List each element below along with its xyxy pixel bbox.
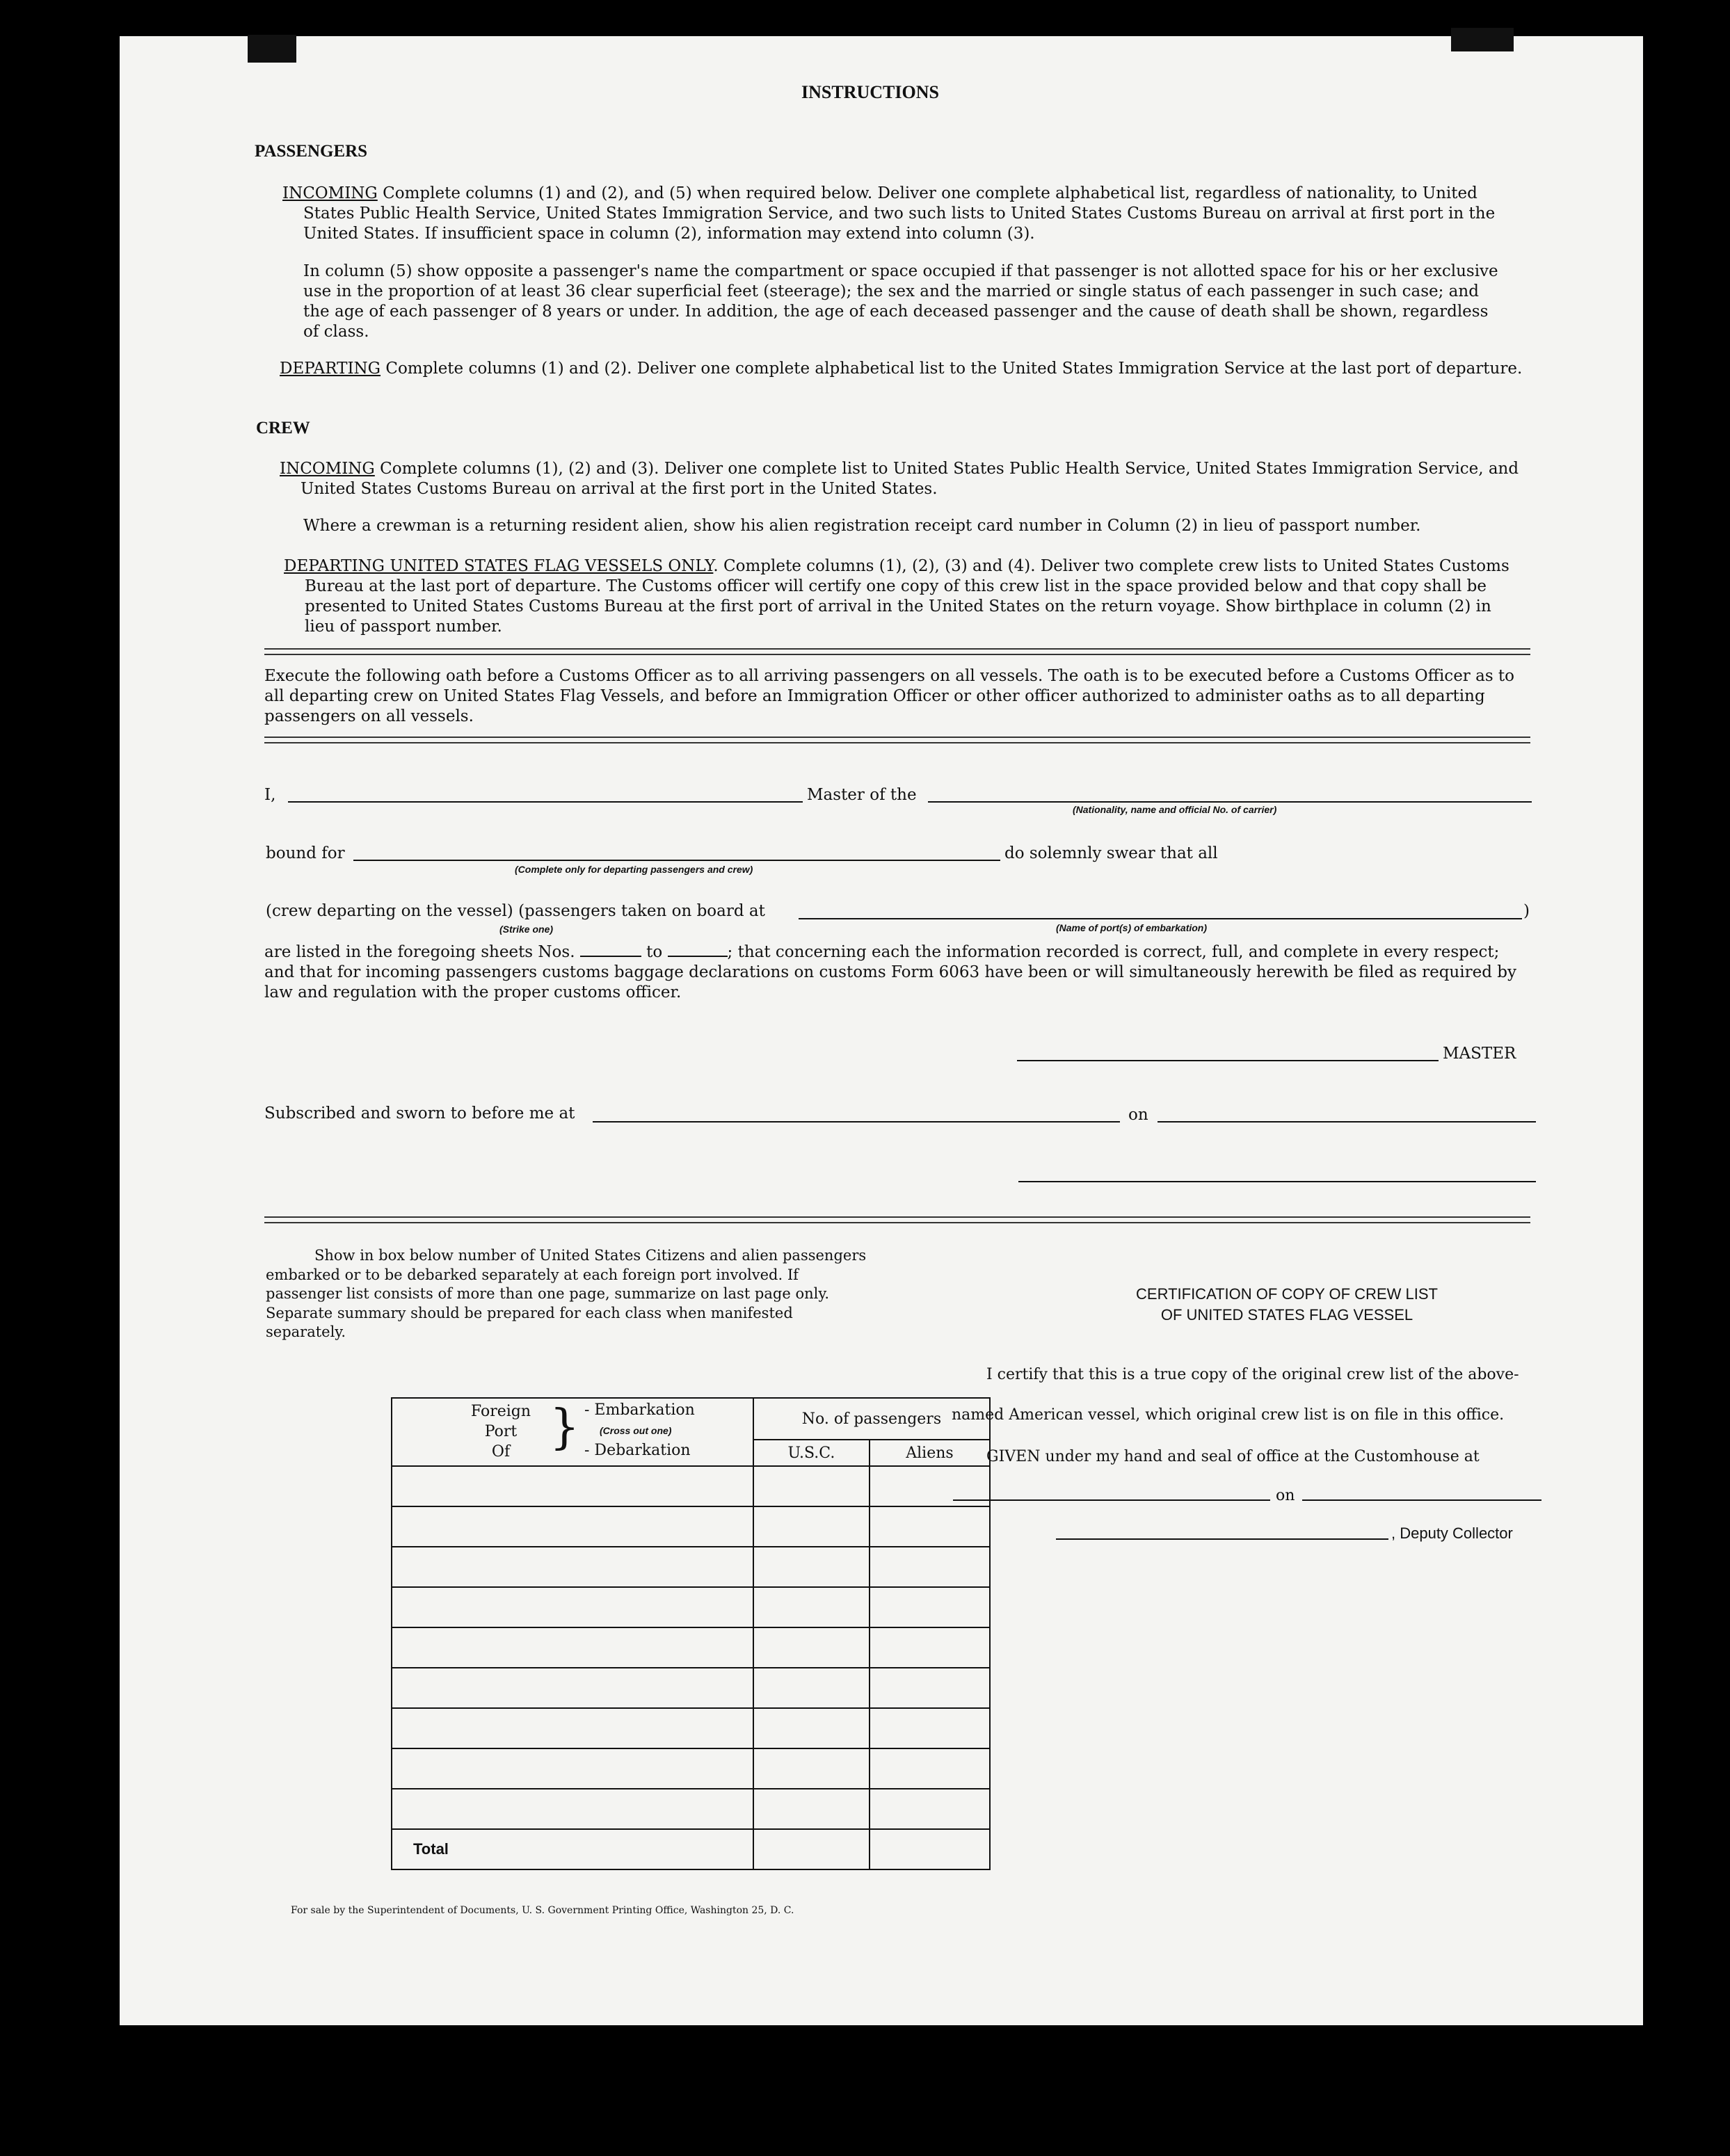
sheet-from-field[interactable] bbox=[580, 943, 641, 957]
listed-rest: ; that concerning each the information recorded is correct, full, and complete in every respect; and that for incoming passengers customs baggage declarations on customs Form 6063 have been or will simultaneously herewith be filed as required by law and regulation with the proper customs officer. bbox=[264, 943, 1516, 1001]
aliens-cell[interactable] bbox=[870, 1789, 990, 1829]
sworn-date-field[interactable] bbox=[1158, 1121, 1536, 1123]
usc-cell[interactable] bbox=[753, 1466, 870, 1506]
table-row bbox=[392, 1506, 990, 1547]
close-paren: ) bbox=[1523, 902, 1530, 920]
certification-line1: I certify that this is a true copy of the original crew list of the above- bbox=[986, 1366, 1519, 1383]
passengers-departing-label: DEPARTING bbox=[280, 360, 381, 378]
table-row bbox=[392, 1789, 990, 1829]
crew-incoming-text: Complete columns (1), (2) and (3). Deliver one complete list to United States Public Health Service, United States Immigration Service, and United States Customs Bureau on arrival at the first port in the United States. bbox=[301, 460, 1519, 498]
table-row bbox=[392, 1466, 990, 1506]
customhouse-field[interactable] bbox=[953, 1499, 1270, 1501]
passengers-heading: PASSENGERS bbox=[255, 142, 368, 161]
usc-cell[interactable] bbox=[753, 1587, 870, 1627]
passengers-departing-paragraph bbox=[280, 359, 1528, 379]
aliens-cell[interactable] bbox=[870, 1708, 990, 1748]
aliens-cell[interactable] bbox=[870, 1748, 990, 1789]
crew-incoming-label: INCOMING bbox=[280, 460, 375, 478]
port-cell[interactable] bbox=[392, 1627, 753, 1668]
certification-heading-line2: OF UNITED STATES FLAG VESSEL bbox=[1160, 1306, 1413, 1324]
crew-departing-label-line: (crew departing on the vessel) (passengers taken on board at bbox=[266, 902, 765, 920]
crew-departing-label: DEPARTING UNITED STATES FLAG VESSELS ONLY bbox=[284, 557, 714, 575]
document-page bbox=[120, 36, 1643, 2025]
port-field[interactable] bbox=[799, 918, 1522, 919]
sheet-to-field[interactable] bbox=[668, 943, 728, 957]
port-cell[interactable] bbox=[392, 1587, 753, 1627]
crew-resident-paragraph: Where a crewman is a returning resident alien, show his alien registration receipt card number in Column (2) in lieu of passport number. bbox=[303, 517, 1421, 535]
aliens-cell[interactable] bbox=[870, 1627, 990, 1668]
to-label: to bbox=[646, 943, 663, 961]
usc-cell[interactable] bbox=[753, 1668, 870, 1708]
usc-cell[interactable] bbox=[753, 1708, 870, 1748]
usc-total-cell[interactable] bbox=[753, 1829, 870, 1869]
table-row bbox=[392, 1547, 990, 1587]
usc-cell[interactable] bbox=[753, 1506, 870, 1547]
port-cell[interactable] bbox=[392, 1466, 753, 1506]
subscribed-label: Subscribed and sworn to before me at bbox=[264, 1104, 575, 1123]
usc-header: U.S.C. bbox=[753, 1440, 870, 1466]
carrier-hint: (Nationality, name and official No. of carrier) bbox=[1073, 804, 1277, 815]
table-row bbox=[392, 1587, 990, 1627]
port-cell[interactable] bbox=[392, 1668, 753, 1708]
summary-instructions: Show in box below number of United States Citizens and alien passengers embarked or to be debarked separately at each foreign port involved. If passenger list consists of more than one page, summarize on last page only. Separate summary should be prepared for each class when manifested separately. bbox=[266, 1247, 867, 1340]
officer-signature-field[interactable] bbox=[1018, 1181, 1536, 1182]
usc-cell[interactable] bbox=[753, 1748, 870, 1789]
aliens-cell[interactable] bbox=[870, 1506, 990, 1547]
tape-mark bbox=[1451, 28, 1514, 51]
printing-footer: For sale by the Superintendent of Documents, U. S. Government Printing Office, Washington 25, D. C. bbox=[291, 1905, 794, 1916]
of-label: Of bbox=[491, 1443, 511, 1461]
foreign-port-header bbox=[392, 1398, 753, 1466]
passengers-departing-text: Complete columns (1) and (2). Deliver one complete alphabetical list to the United States Immigration Service at the last port of departure. bbox=[385, 360, 1523, 378]
deputy-signature-field[interactable] bbox=[1056, 1538, 1388, 1540]
oath-listed-paragraph bbox=[264, 942, 1530, 1003]
table-total-row bbox=[392, 1829, 990, 1869]
port-label: Port bbox=[484, 1423, 518, 1440]
usc-cell[interactable] bbox=[753, 1627, 870, 1668]
page-title: INSTRUCTIONS bbox=[801, 82, 939, 102]
aliens-header: Aliens bbox=[870, 1440, 990, 1466]
passengers-incoming-text: Complete columns (1) and (2), and (5) when required below. Deliver one complete alphabetical list, regardless of nationality, to United States Public Health Service, United States Immigration Service, and two such lists to United States Customs Bureau on arrival at first port in the United States. If insufficient space in column (2), information may extend into column (3). bbox=[303, 184, 1496, 243]
certification-heading-line1: CERTIFICATION OF COPY OF CREW LIST bbox=[1136, 1285, 1438, 1303]
debarkation-label: - Debarkation bbox=[584, 1442, 691, 1459]
port-cell[interactable] bbox=[392, 1708, 753, 1748]
sworn-on-label: on bbox=[1128, 1106, 1148, 1124]
bound-for-label: bound for bbox=[266, 844, 345, 862]
aliens-cell[interactable] bbox=[870, 1547, 990, 1587]
passenger-summary-table bbox=[391, 1397, 991, 1870]
aliens-total-cell[interactable] bbox=[870, 1829, 990, 1869]
carrier-field[interactable] bbox=[928, 801, 1532, 803]
port-cell[interactable] bbox=[392, 1547, 753, 1587]
aliens-cell[interactable] bbox=[870, 1587, 990, 1627]
certification-on-label: on bbox=[1276, 1487, 1295, 1504]
master-label: MASTER bbox=[1443, 1045, 1516, 1063]
port-cell[interactable] bbox=[392, 1748, 753, 1789]
listed-prefix: are listed in the foregoing sheets Nos. bbox=[264, 943, 575, 961]
cross-out-hint: (Cross out one) bbox=[600, 1425, 672, 1436]
divider bbox=[264, 737, 1530, 743]
deputy-collector-label: , Deputy Collector bbox=[1391, 1525, 1513, 1542]
divider bbox=[264, 1216, 1530, 1223]
certification-date-field[interactable] bbox=[1302, 1499, 1541, 1501]
table-row bbox=[392, 1748, 990, 1789]
oath-i-label: I, bbox=[264, 786, 276, 804]
strike-hint: (Strike one) bbox=[499, 924, 554, 935]
column5-paragraph: In column (5) show opposite a passenger's name the compartment or space occupied if that passenger is not allotted space for his or her exclusive use in the proportion of at least 36 clear superficial feet (steerage); the sex and the married or single status of each passenger in such case; and the age of each passenger of 8 years or under. In addition, the age of each deceased passenger and the cause of death shall be shown, regardless of class. bbox=[303, 262, 1498, 341]
tape-mark bbox=[248, 35, 296, 63]
port-cell[interactable] bbox=[392, 1506, 753, 1547]
usc-cell[interactable] bbox=[753, 1789, 870, 1829]
crew-incoming-paragraph bbox=[280, 459, 1525, 499]
table-header-row bbox=[392, 1398, 990, 1440]
table-row bbox=[392, 1627, 990, 1668]
crew-heading: CREW bbox=[256, 419, 310, 437]
crew-departing-paragraph bbox=[284, 556, 1526, 637]
passengers-incoming-paragraph bbox=[282, 184, 1528, 244]
sworn-place-field[interactable] bbox=[593, 1121, 1120, 1123]
bound-for-field[interactable] bbox=[353, 860, 1000, 861]
master-of-label: Master of the bbox=[807, 786, 917, 804]
divider bbox=[264, 648, 1530, 655]
embarkation-label: - Embarkation bbox=[584, 1401, 695, 1419]
crew-departing-text: . Complete columns (1), (2), (3) and (4). Deliver two complete crew lists to United States Customs Bureau at the last port of departure. The Customs officer will certify one copy of this crew list in the space provided below and that copy shall be presented to United States Customs Bureau at the first port of arrival in the United States on the return voyage. Show birthplace in column (2) in lieu of passport number. bbox=[305, 557, 1509, 636]
port-hint: (Name of port(s) of embarkation) bbox=[1056, 922, 1208, 933]
certification-line2: named American vessel, which original crew list is on file in this office. bbox=[952, 1406, 1505, 1424]
aliens-cell[interactable] bbox=[870, 1668, 990, 1708]
usc-cell[interactable] bbox=[753, 1547, 870, 1587]
no-passengers-header: No. of passengers bbox=[753, 1398, 990, 1440]
table-row bbox=[392, 1708, 990, 1748]
master-signature-field[interactable] bbox=[1017, 1060, 1439, 1061]
total-label: Total bbox=[392, 1829, 753, 1869]
certification-line3: GIVEN under my hand and seal of office at the Customhouse at bbox=[986, 1448, 1480, 1465]
foreign-label: Foreign bbox=[470, 1403, 531, 1420]
certification-heading bbox=[1050, 1284, 1523, 1326]
passengers-incoming-label: INCOMING bbox=[282, 184, 378, 202]
port-cell[interactable] bbox=[392, 1789, 753, 1829]
bound-hint: (Complete only for departing passengers and crew) bbox=[515, 864, 753, 875]
master-name-field[interactable] bbox=[288, 801, 803, 803]
brace-icon: } bbox=[550, 1400, 580, 1455]
table-row bbox=[392, 1668, 990, 1708]
swear-label: do solemnly swear that all bbox=[1004, 844, 1218, 862]
oath-intro: Execute the following oath before a Customs Officer as to all arriving passengers on all vessels. The oath is to be executed before a Customs Officer as to all departing crew on United States Flag Vessels, and before an Immigration Officer or other officer authorized to administer oaths as to all departing passengers on all vessels. bbox=[264, 667, 1515, 725]
